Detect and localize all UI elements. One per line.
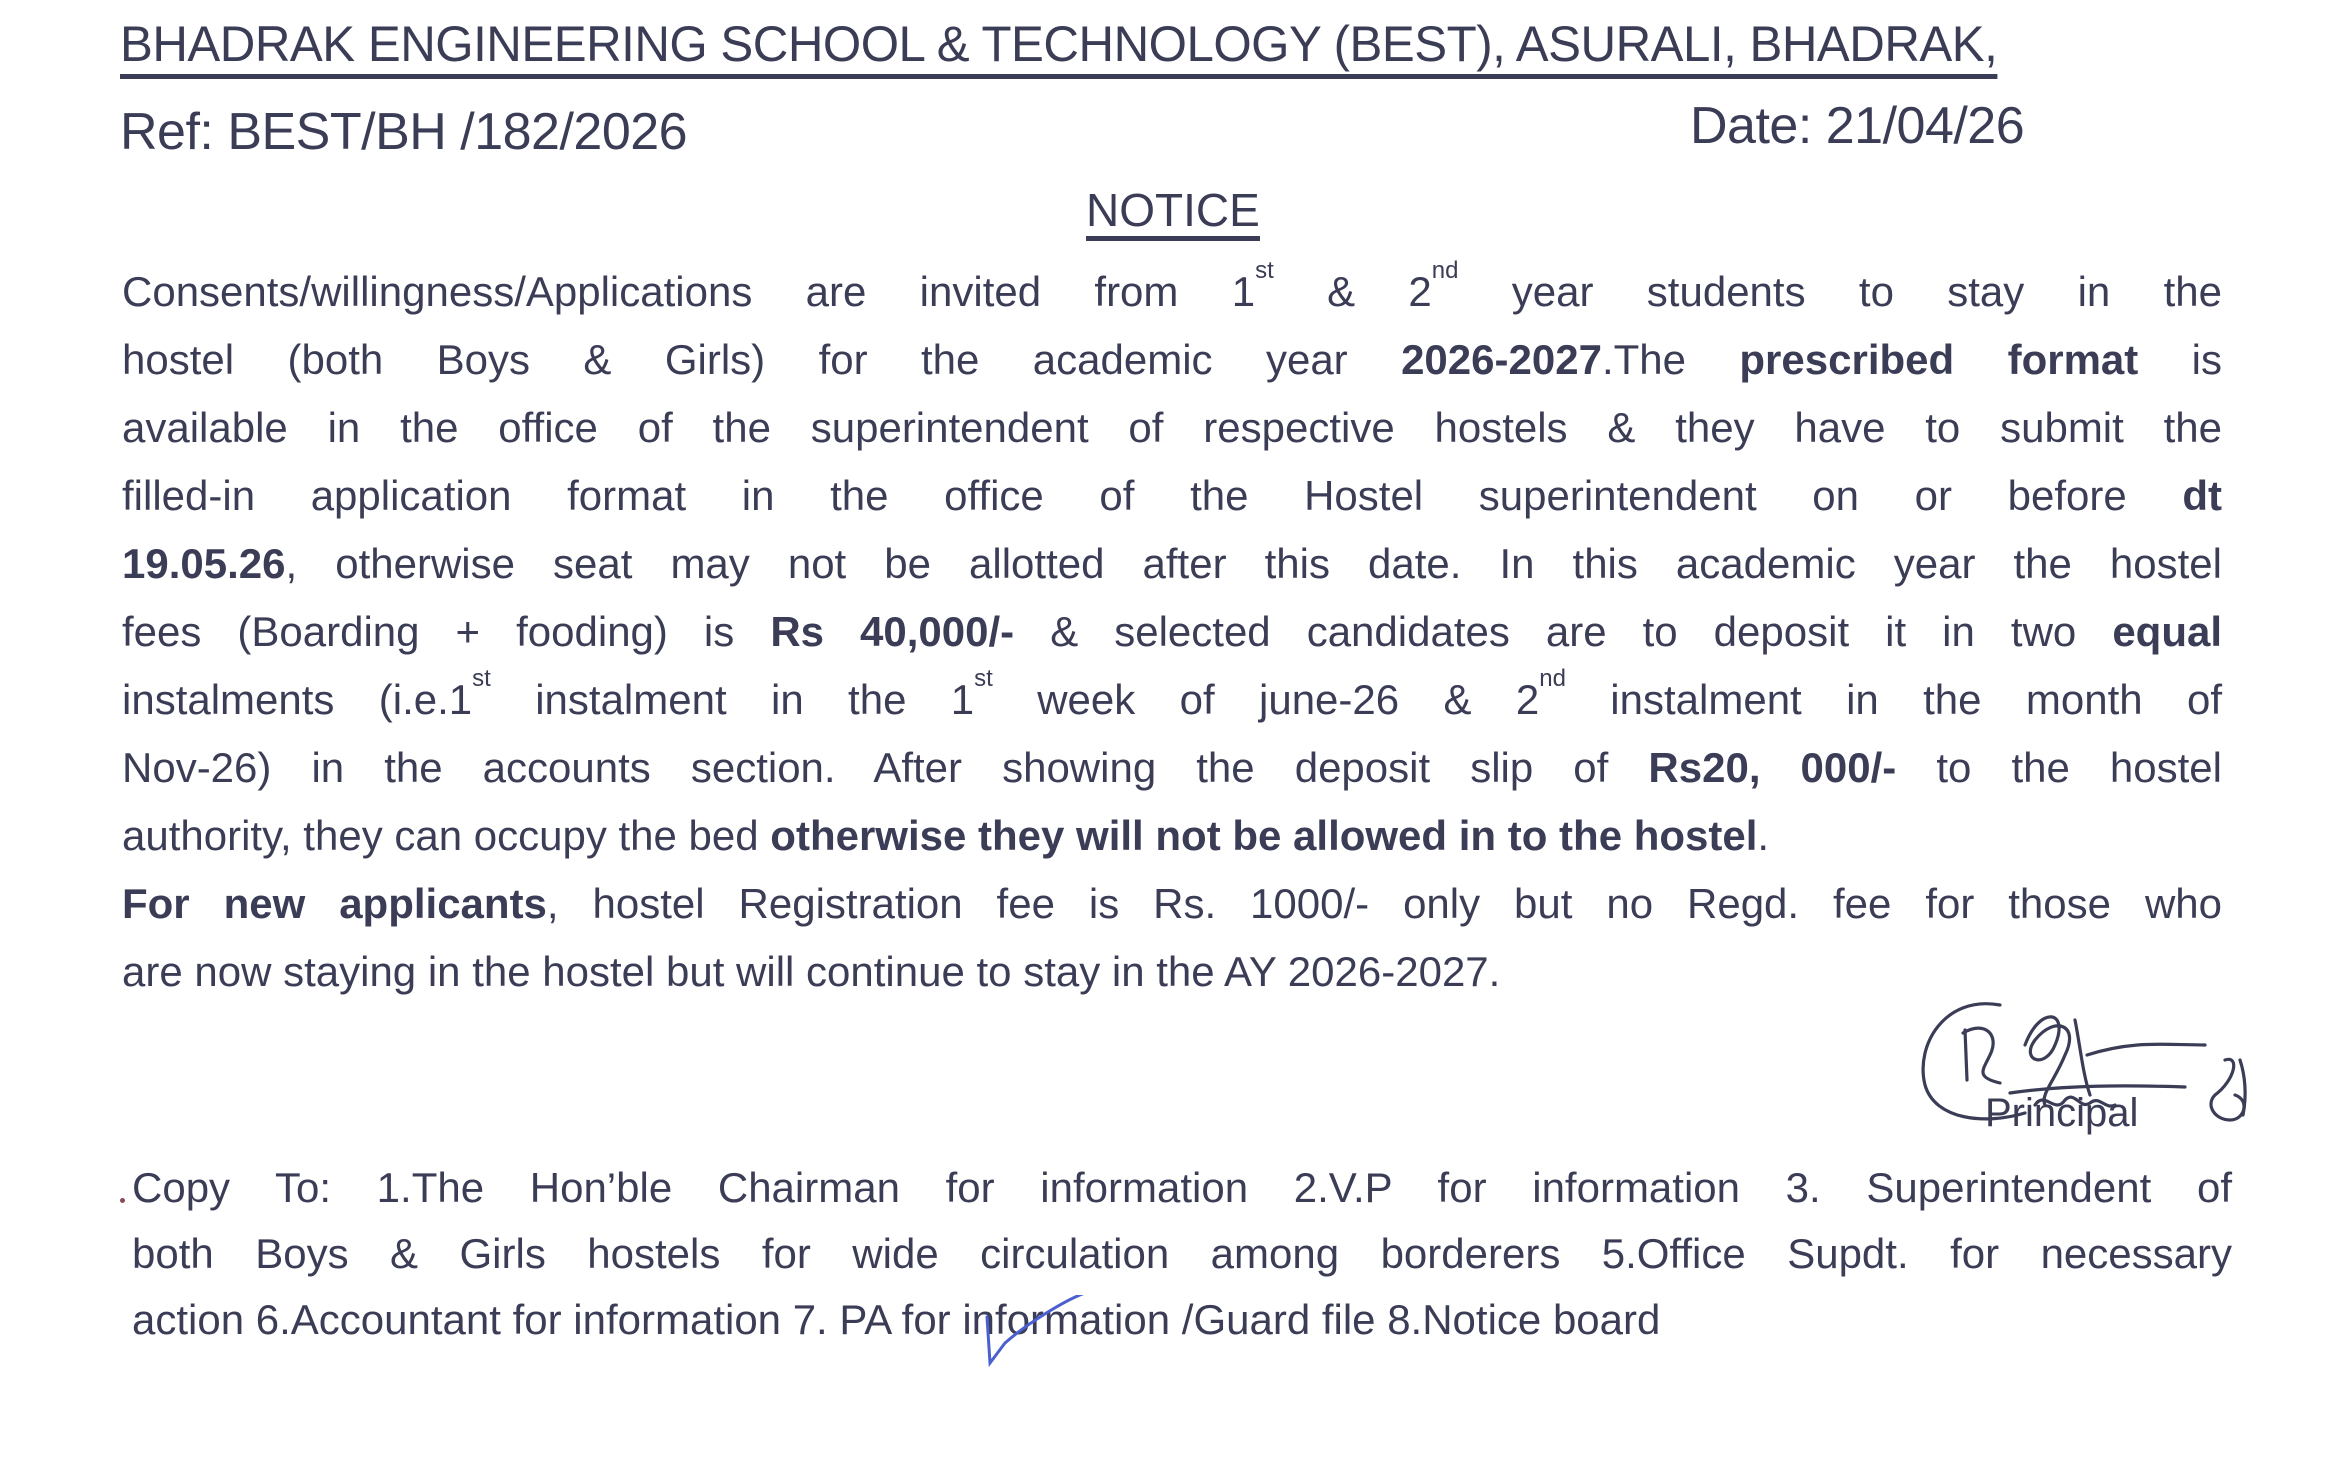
check-mark-icon [975,1295,1135,1395]
copy-to-line-1 [132,1158,2232,1218]
superscript: st [1255,257,1274,284]
text: year students to stay in the [1458,268,2222,315]
body-line-7 [122,665,2223,730]
superscript: st [974,665,993,692]
text: hostel (both Boys & Girls) for the academic year [122,336,1402,383]
hostel-fee: Rs 40,000/- [770,608,1015,655]
text: are now staying in the hostel but will continue to stay in the AY 2026-2027. [122,948,1501,995]
text: Consents/willingness/Applications are invited from 1 [122,268,1256,315]
body-line-6 [122,602,2222,662]
superscript: nd [1431,257,1459,284]
text: .The [1601,336,1740,383]
body-line-8 [122,738,2222,798]
institution-title: BHADRAK ENGINEERING SCHOOL & TECHNOLOGY (BEST), ASURALI, BHADRAK, [120,14,1997,79]
instalment-amount: Rs20, 000/- [1648,744,1897,791]
body-line-4 [122,466,2222,526]
deadline-date: 19.05.26 [122,540,286,587]
text: Nov-26) in the accounts section. After showing the deposit slip of [122,744,1649,791]
body-line-1 [122,257,2222,322]
bold-text: otherwise they will not be allowed in to the hostel [770,812,1758,859]
text: authority, they can occupy the bed [122,812,771,859]
body-line-2 [122,330,2222,390]
body-line-10 [122,874,2222,934]
text: action 6.Accountant for information 7. PA for information /Guard file 8.Notice board [132,1296,1661,1343]
text: . [1757,812,1770,859]
text: filled-in application format in the office of the Hostel superintendent on or before [122,472,2183,519]
stray-mark [120,1198,125,1203]
text: , hostel Registration fee is Rs. 1000/- only but no Regd. fee for those who [546,880,2222,927]
text: & 2 [1273,268,1432,315]
text: instalment in the 1 [490,676,975,723]
body-line-5 [122,534,2222,594]
superscript: st [472,665,491,692]
text: fees (Boarding + fooding) is [122,608,771,655]
bold-text: prescribed format [1739,336,2139,383]
body-line-3 [122,398,2222,458]
body-line-9 [122,806,2222,866]
text: instalment in the month of [1565,676,2223,723]
principal-designation: Principal [1985,1091,2139,1135]
bold-text: equal [2112,608,2223,655]
text: , otherwise seat may not be allotted after this date. In this academic year the hostel [285,540,2222,587]
copy-to-line-3 [132,1290,2232,1350]
bold-text: dt [2182,472,2222,519]
notice-heading: NOTICE [1086,184,1260,241]
notice-date: Date: 21/04/26 [1690,97,2025,155]
text: week of june-26 & 2 [992,676,1540,723]
text: instalments (i.e.1 [122,676,473,723]
text: both Boys & Girls hostels for wide circulation among borderers 5.Office Supdt. for necessary [132,1230,2232,1277]
text: to the hostel [1896,744,2222,791]
reference-number: Ref: BEST/BH /182/2026 [120,103,688,161]
text: & selected candidates are to deposit it in two [1014,608,2113,655]
text: Copy To: 1.The Hon’ble Chairman for information 2.V.P for information 3. Superintendent of [132,1164,2232,1211]
text: is [2138,336,2223,383]
academic-year: 2026-2027 [1401,336,1602,383]
superscript: nd [1539,665,1566,692]
copy-to-line-2 [132,1224,2232,1284]
bold-text: For new applicants [122,880,547,927]
text: available in the office of the superintendent of respective hostels & they have to submit the [122,404,2222,451]
